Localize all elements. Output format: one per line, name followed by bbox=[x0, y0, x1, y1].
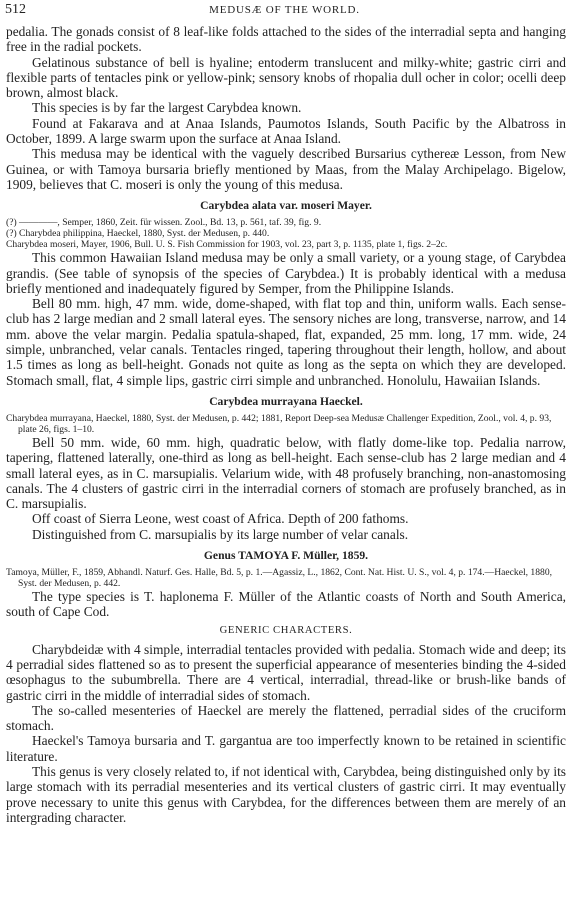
running-head: MEDUSÆ OF THE WORLD. bbox=[209, 4, 360, 16]
paragraph: Distinguished from C. marsupialis by its large number of velar canals. bbox=[32, 526, 409, 542]
paragraph: pedalia. The gonads consist of 8 leaf-like folds attached to the sides of the interradial septa and hanging free in the radial pockets. bbox=[6, 24, 566, 55]
paragraph: Bell 80 mm. high, 47 mm. wide, dome-shaped, with flat top and thin, uniform walls. Each sense-club has 2 large median and 2 small lateral eyes. The sensory niches are long, transverse, narrow, and 14 mm. above the velar margin. Pedalia spatula-shaped, flat, expanded, 25 mm. long, 17 mm. wide, 24 simple, unbranched, velar canals. Tentacles ringed, tapering throughout their length, hollow, and about 1.5 times as long as bell-height. Gonads not quite as long as the septa on which they are developed. Stomach small, flat, 4 simple lips, gastric cirri simple and unbranched. Honolulu, Hawaiian Islands. bbox=[6, 296, 566, 388]
reference-line: Charybdea moseri, Mayer, 1906, Bull. U. S. Fish Commission for 1903, vol. 23, part 3, p. 1135, plate 1, figs. 2–2c. bbox=[6, 239, 448, 251]
paragraph: Bell 50 mm. wide, 60 mm. high, quadratic below, with flatly dome-like top. Pedalia narrow, tapering, flattened laterally, one-third as long as bell-height. Each sense-club has 2 large median and 4 small lateral eyes, as in C. marsupialis. Velarium wide, with 48 profusely branching, non-anastomosing canals. The 4 clusters of gastric cirri in the interradial corners of stomach are profusely branched, as in C. marsupialis. bbox=[6, 434, 566, 512]
paragraph: This common Hawaiian Island medusa may be only a small variety, or a young stage, of Carybdea grandis. (See table of synopsis of the species of Carybdea.) It is probably identical with a medusa briefly mentioned and inadequately figured by Semper, from the Philippine Islands. bbox=[6, 250, 566, 296]
page-header bbox=[5, 2, 564, 20]
paragraph: Gelatinous substance of bell is hyaline; entoderm translucent and milky-white; gastric cirri and flexible parts of tentacles pink or yellow-pink; sensory knobs of rhopalia dull ocher in color; ocelli deep brown, almost black. bbox=[6, 54, 566, 101]
reference-line: (?) ————, Semper, 1860, Zeit. für wissen. Zool., Bd. 13, p. 561, taf. 39, fig. 9. bbox=[6, 217, 322, 229]
paragraph: Off coast of Sierra Leone, west coast of Africa. Depth of 200 fathoms. bbox=[32, 511, 409, 527]
reference-line: (?) Charybdea philippina, Haeckel, 1880, Syst. der Medusen, p. 440. bbox=[6, 228, 270, 240]
paragraph: Found at Fakarava and at Anaa Islands, Paumotos Islands, South Pacific by the Albatross in October, 1899. A large swarm upon the surface at Anaa Island. bbox=[6, 115, 566, 147]
genus-heading-tamoya: Genus TAMOYA F. Müller, 1859. bbox=[203, 549, 369, 563]
paragraph: This genus is very closely related to, if not identical with, Carybdea, being distinguished only by its large stomach with its perradial mesenteries and its vertical clusters of gastric cirri. It may eventually prove necessary to unite this genus with Carybdea, for the differences between them are merely of an intergrading character. bbox=[6, 763, 566, 825]
species-heading-murrayana: Carybdea murrayana Haeckel. bbox=[209, 394, 363, 408]
page-number: 512 bbox=[5, 2, 26, 17]
paragraph: This species is by far the largest Carybdea known. bbox=[32, 100, 302, 116]
page-body bbox=[6, 24, 566, 825]
paragraph: Charybdeidæ with 4 simple, interradial tentacles provided with pedalia. Stomach wide and deep; its 4 perradial sides flattened so as to present the superficial appearance of mesenteries binding the 4-sided œsophagus to the subumbrella. There are 4 vertical, interradial, thread-like or brush-like bands of gastric cirri in the middle of interradial sides of stomach. bbox=[6, 641, 566, 703]
paragraph: The type species is T. haplonema F. Müller of the Atlantic coasts of North and South America, south of Cape Cod. bbox=[6, 589, 566, 620]
reference-line: Charybdea murrayana, Haeckel, 1880, Syst. der Medusen, p. 442; 1881, Report Deep-sea Medusæ Challenger Expedition, Zool., vol. 4, p. 93, plate 26, figs. 1–10. bbox=[6, 412, 552, 435]
reference-line: Tamoya, Müller, F., 1859, Abhandl. Naturf. Ges. Halle, Bd. 5, p. 1.—Agassiz, L., 1862, Cont. Nat. Hist. U. S., vol. 4, p. 174.—Haeckel, 1880, Syst. der Medusen, p. 442. bbox=[6, 567, 553, 590]
paragraph: This medusa may be identical with the vaguely described Bursarius cythereæ Lesson, from New Guinea, or with Tamoya bursaria briefly mentioned by Maas, from the Malay Archipelago. Bigelow, 1909, believes that C. moseri is only the young of this medusa. bbox=[6, 146, 566, 192]
paragraph: The so-called mesenteries of Haeckel are merely the flattened, perradial sides of the cruciform stomach. bbox=[6, 702, 566, 734]
paragraph: Haeckel's Tamoya bursaria and T. gargantua are too imperfectly known to be retained in scientific literature. bbox=[6, 733, 566, 764]
generic-characters-title: GENERIC CHARACTERS. bbox=[219, 624, 353, 636]
species-heading-moseri: Carybdea alata var. moseri Mayer. bbox=[200, 199, 372, 213]
